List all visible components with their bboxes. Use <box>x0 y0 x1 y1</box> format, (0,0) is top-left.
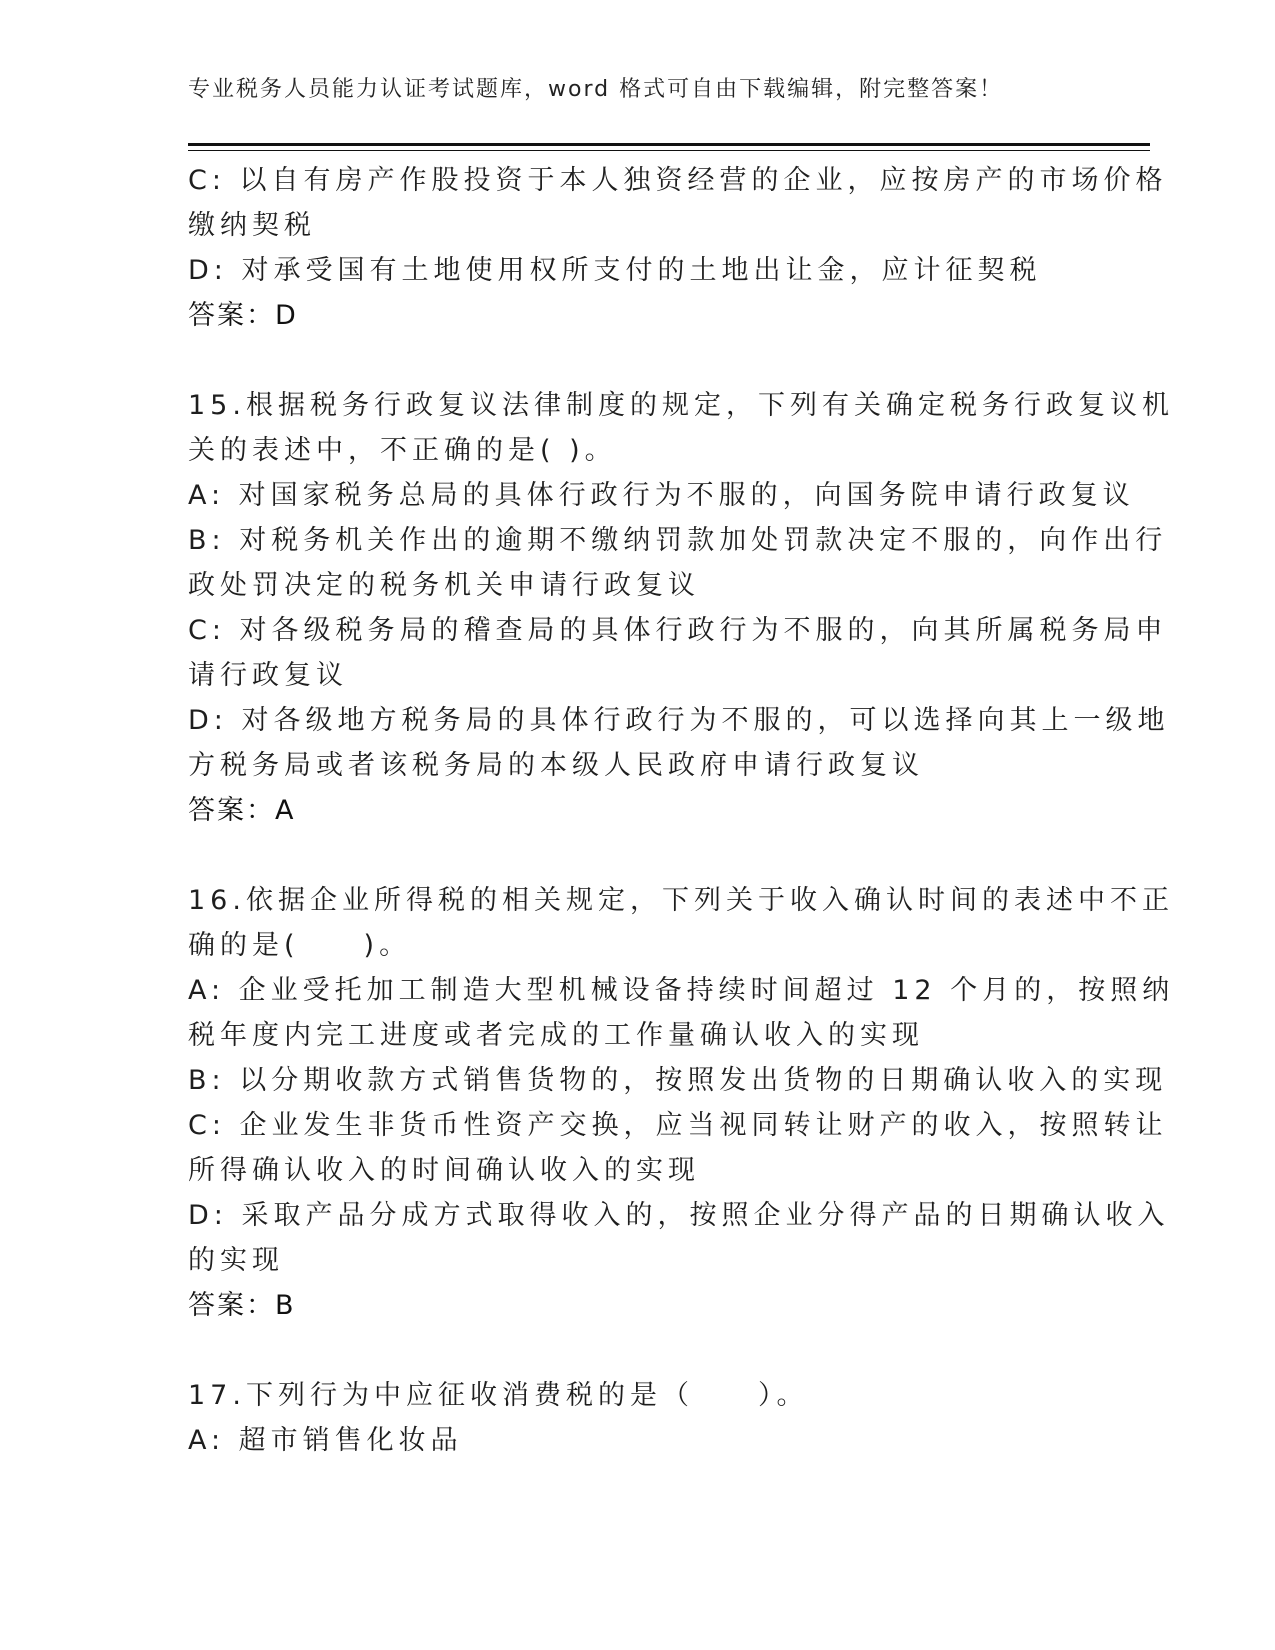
header-rule-thin <box>188 150 1150 151</box>
question-text: 关的表述中，不正确的是( )。 <box>188 435 617 466</box>
question-17 <box>188 1373 1088 1463</box>
option-line: 税年度内完工进度或者完成的工作量确认收入的实现 <box>188 1020 924 1051</box>
answer-label: 答案：B <box>188 1290 296 1321</box>
option-line: A: 企业受托加工制造大型机械设备持续时间超过 12 个月的，按照纳 <box>188 975 1175 1006</box>
spacer <box>188 338 1088 383</box>
option-line: A: 对国家税务总局的具体行政行为不服的，向国务院申请行政复议 <box>188 480 1135 511</box>
header-rule-thick <box>188 143 1150 146</box>
option-line: 所得确认收入的时间确认收入的实现 <box>188 1155 700 1186</box>
option-line: C: 对各级税务局的稽查局的具体行政行为不服的，向其所属税务局申 <box>188 615 1168 646</box>
option-line: D: 对承受国有土地使用权所支付的土地出让金，应计征契税 <box>188 255 1042 286</box>
page-header: 专业税务人员能力认证考试题库，word 格式可自由下载编辑，附完整答案！ <box>188 77 1004 102</box>
option-line: 缴纳契税 <box>188 210 316 241</box>
option-line: 方税务局或者该税务局的本级人民政府申请行政复议 <box>188 750 924 781</box>
option-line: B: 对税务机关作出的逾期不缴纳罚款加处罚款决定不服的，向作出行 <box>188 525 1168 556</box>
document-content <box>188 158 1175 1463</box>
answer-label: 答案：A <box>188 795 296 826</box>
question-14-tail <box>188 158 1168 338</box>
option-line: C: 以自有房产作股投资于本人独资经营的企业，应按房产的市场价格 <box>188 165 1168 196</box>
option-line: 政处罚决定的税务机关申请行政复议 <box>188 570 700 601</box>
spacer <box>188 1328 1088 1373</box>
option-line: D: 采取产品分成方式取得收入的，按照企业分得产品的日期确认收入 <box>188 1200 1170 1231</box>
question-15 <box>188 383 1174 833</box>
option-line: C: 企业发生非货币性资产交换，应当视同转让财产的收入，按照转让 <box>188 1110 1168 1141</box>
option-line: 的实现 <box>188 1245 284 1276</box>
option-line: A: 超市销售化妆品 <box>188 1425 463 1456</box>
option-line: B: 以分期收款方式销售货物的，按照发出货物的日期确认收入的实现 <box>188 1065 1168 1096</box>
option-line: 请行政复议 <box>188 660 348 691</box>
question-text: 15.根据税务行政复议法律制度的规定，下列有关确定税务行政复议机 <box>188 390 1174 421</box>
option-line: D: 对各级地方税务局的具体行政行为不服的，可以选择向其上一级地 <box>188 705 1170 736</box>
question-text: 16.依据企业所得税的相关规定，下列关于收入确认时间的表述中不正 <box>188 885 1174 916</box>
answer-label: 答案：D <box>188 300 298 331</box>
question-16 <box>188 878 1175 1328</box>
question-text: 17.下列行为中应征收消费税的是（ ）。 <box>188 1380 809 1411</box>
spacer <box>188 833 1088 878</box>
question-text: 确的是( )。 <box>188 930 412 961</box>
